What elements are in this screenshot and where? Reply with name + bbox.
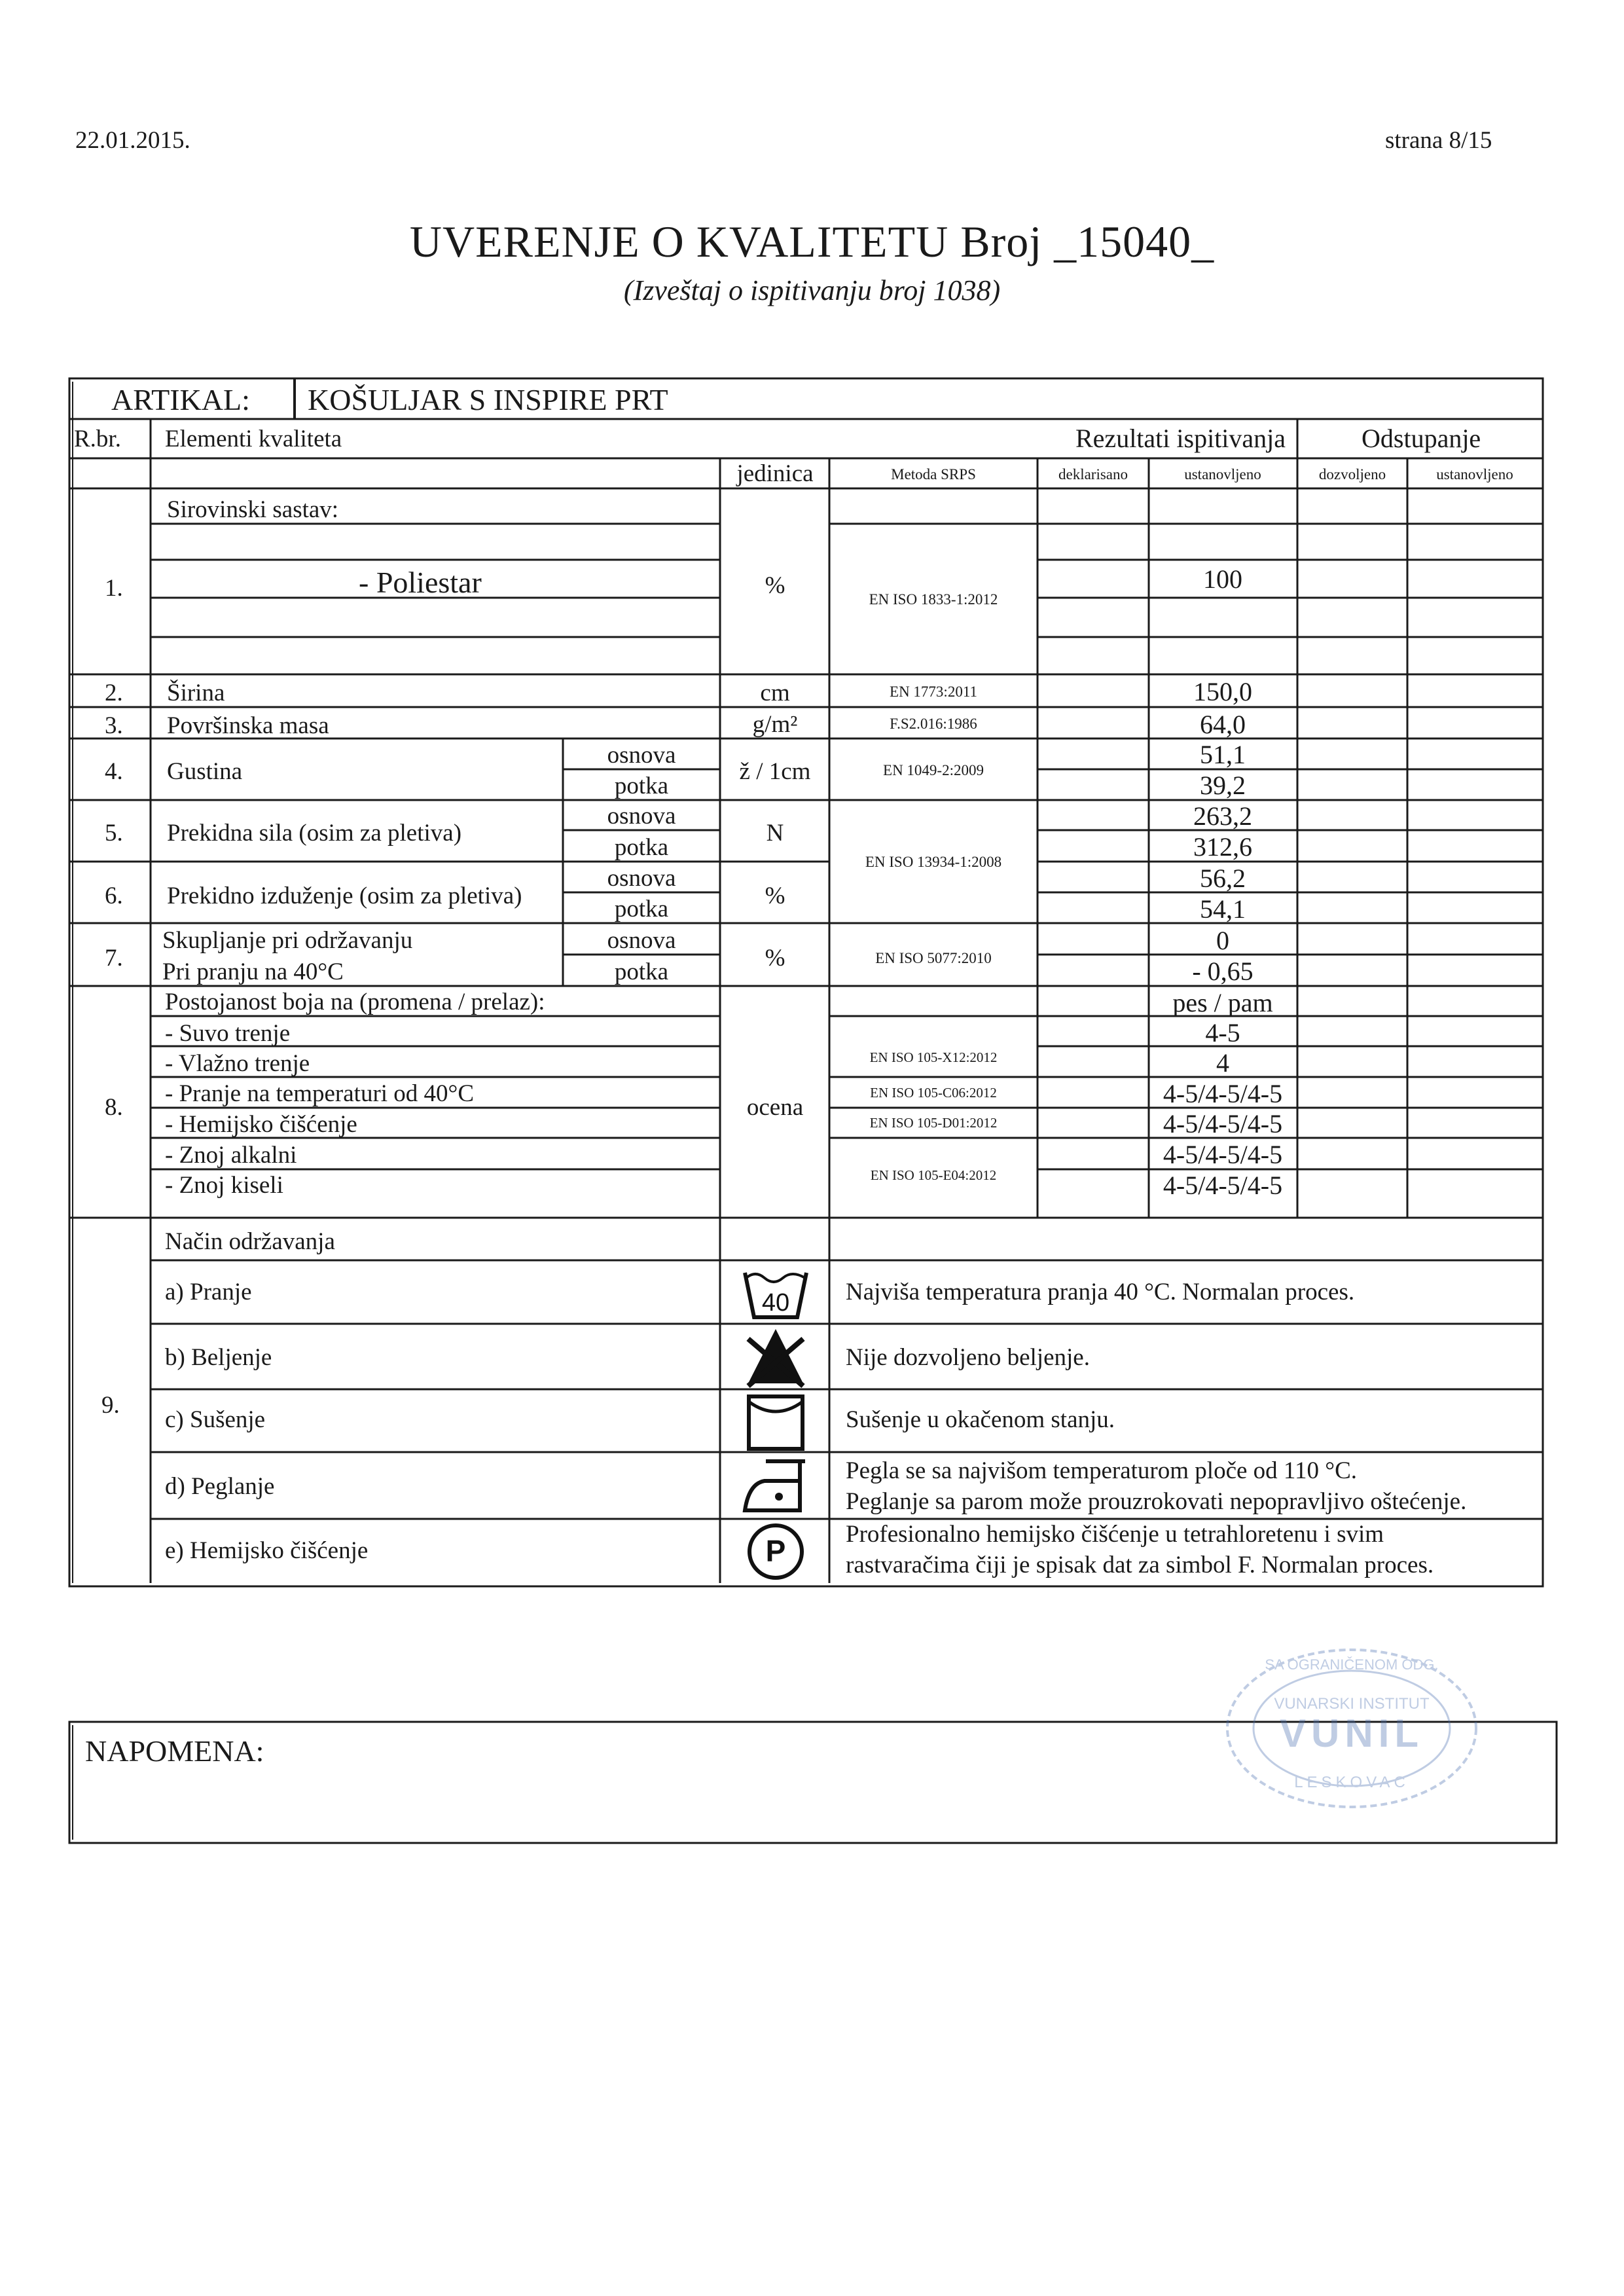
col-declared: deklarisano xyxy=(1058,466,1128,483)
col-allowed: dozvoljeno xyxy=(1318,466,1386,483)
row3-name: Površinska masa xyxy=(167,712,329,739)
col-method: Metoda SRPS xyxy=(891,466,976,483)
row3-number: 3. xyxy=(105,712,123,739)
care-iron-desc-line2: Peglanje sa parom može prouzrokovati nepopravljivo oštećenje. xyxy=(846,1488,1467,1515)
row9-number: 9. xyxy=(101,1392,120,1419)
row7-unit: % xyxy=(765,945,785,972)
row8-item-wet-rub: - Vlažno trenje xyxy=(165,1050,310,1077)
row6-number: 6. xyxy=(105,883,123,909)
row4-value-warp: 51,1 xyxy=(1200,740,1246,769)
row8-value-acid-sweat: 4-5/4-5/4-5 xyxy=(1163,1171,1283,1200)
col-deviation: Odstupanje xyxy=(1362,424,1481,453)
row1-item: - Poliestar xyxy=(359,566,482,599)
row8-item-dry-clean: - Hemijsko čišćenje xyxy=(165,1111,357,1138)
row5-sub-weft: potka xyxy=(614,834,669,861)
row4-method: EN 1049-2:2009 xyxy=(883,762,984,778)
row9-section: Način održavanja xyxy=(165,1228,335,1255)
row3-unit: g/m² xyxy=(752,711,798,738)
row7-value-weft: - 0,65 xyxy=(1192,957,1254,986)
wash-temperature: 40 xyxy=(761,1289,790,1317)
svg-text:SA OGRANIČENOM ODG.: SA OGRANIČENOM ODG. xyxy=(1265,1656,1439,1673)
row7-name-sub: Pri pranju na 40°C xyxy=(162,958,344,985)
iron-one-dot-icon xyxy=(740,1455,812,1517)
row8-value-dry-rub: 4-5 xyxy=(1205,1018,1240,1048)
document-date: 22.01.2015. xyxy=(75,127,190,154)
row6-value-weft: 54,1 xyxy=(1200,894,1246,924)
row8-item-dry-rub: - Suvo trenje xyxy=(165,1020,291,1047)
row8-header: pes / pam xyxy=(1172,988,1273,1017)
care-wash-label: a) Pranje xyxy=(165,1279,252,1305)
row1-value: 100 xyxy=(1203,564,1242,594)
care-wash-desc: Najviša temperatura pranja 40 °C. Normalan proces. xyxy=(846,1279,1355,1305)
row6-name: Prekidno izduženje (osim za pletiva) xyxy=(167,883,522,909)
article-value: KOŠULJAR S INSPIRE PRT xyxy=(308,383,668,416)
row7-name: Skupljanje pri održavanju xyxy=(162,927,413,954)
row6-unit: % xyxy=(765,883,785,909)
document-subtitle: (Izveštaj o ispitivanju broj 1038) xyxy=(623,274,1001,306)
row1-unit: % xyxy=(765,572,785,599)
row4-name: Gustina xyxy=(167,758,243,785)
col-unit: jedinica xyxy=(736,460,814,487)
row8-method-rub: EN ISO 105-X12:2012 xyxy=(869,1049,998,1065)
row8-method-wash: EN ISO 105-C06:2012 xyxy=(870,1085,997,1101)
row2-number: 2. xyxy=(105,680,123,706)
row8-unit: ocena xyxy=(746,1094,804,1121)
row8-value-washing: 4-5/4-5/4-5 xyxy=(1163,1079,1283,1108)
row7-value-warp: 0 xyxy=(1216,926,1229,955)
col-rbr: R.br. xyxy=(74,426,121,452)
row8-item-alkaline-sweat: - Znoj alkalni xyxy=(165,1142,297,1169)
dry-clean-letter: P xyxy=(765,1534,786,1568)
care-dry-label: c) Sušenje xyxy=(165,1406,266,1433)
row8-item-washing: - Pranje na temperaturi od 40°C xyxy=(165,1080,475,1107)
page-number: strana 8/15 xyxy=(1385,127,1492,154)
row5-6-method: EN ISO 13934-1:2008 xyxy=(865,854,1002,870)
col-elements: Elementi kvaliteta xyxy=(165,426,342,452)
row2-name: Širina xyxy=(167,680,225,706)
svg-text:VUNIL: VUNIL xyxy=(1280,1711,1424,1755)
row5-value-warp: 263,2 xyxy=(1193,801,1252,831)
svg-text:LESKOVAC: LESKOVAC xyxy=(1294,1774,1409,1791)
col-results: Rezultati ispitivanja xyxy=(1075,424,1286,453)
row4-unit: ž / 1cm xyxy=(739,758,811,785)
care-bleach-desc: Nije dozvoljeno beljenje. xyxy=(846,1344,1090,1371)
col-established: ustanovljeno xyxy=(1184,466,1261,483)
row6-value-warp: 56,2 xyxy=(1200,864,1246,893)
dry-clean-p-icon xyxy=(745,1521,807,1583)
row5-value-weft: 312,6 xyxy=(1193,832,1252,862)
row8-number: 8. xyxy=(105,1094,123,1121)
care-dry-desc: Sušenje u okačenom stanju. xyxy=(846,1406,1115,1433)
row5-name: Prekidna sila (osim za pletiva) xyxy=(167,820,462,847)
col-established-deviation: ustanovljeno xyxy=(1436,466,1513,483)
svg-text:VUNARSKI INSTITUT: VUNARSKI INSTITUT xyxy=(1274,1695,1430,1713)
row5-unit: N xyxy=(766,820,784,847)
row8-method-sweat: EN ISO 105-E04:2012 xyxy=(870,1167,997,1183)
care-dryclean-desc-line1: Profesionalno hemijsko čišćenje u tetrahloretenu i svim xyxy=(846,1521,1384,1548)
row8-item-acid-sweat: - Znoj kiseli xyxy=(165,1172,283,1199)
row7-method: EN ISO 5077:2010 xyxy=(875,950,992,966)
row8-value-wet-rub: 4 xyxy=(1216,1048,1229,1078)
line-dry-icon xyxy=(745,1393,807,1453)
row4-number: 4. xyxy=(105,758,123,785)
row1-method: EN ISO 1833-1:2012 xyxy=(869,591,998,608)
row2-method: EN 1773:2011 xyxy=(890,683,977,700)
row4-sub-warp: osnova xyxy=(607,742,676,769)
row8-method-dry-clean: EN ISO 105-D01:2012 xyxy=(869,1115,998,1131)
row5-number: 5. xyxy=(105,820,123,847)
care-bleach-label: b) Beljenje xyxy=(165,1344,272,1371)
row2-unit: cm xyxy=(760,680,790,706)
row7-sub-warp: osnova xyxy=(607,927,676,954)
row8-value-alkaline-sweat: 4-5/4-5/4-5 xyxy=(1163,1140,1283,1169)
row4-value-weft: 39,2 xyxy=(1200,771,1246,800)
row4-sub-weft: potka xyxy=(614,773,669,799)
note-label: NAPOMENA: xyxy=(85,1734,264,1768)
row1-number: 1. xyxy=(105,575,123,602)
row7-number: 7. xyxy=(105,945,123,972)
row7-sub-weft: potka xyxy=(614,958,669,985)
row3-method: F.S2.016:1986 xyxy=(890,716,977,732)
row8-section: Postojanost boja na (promena / prelaz): xyxy=(165,989,545,1015)
article-label: ARTIKAL: xyxy=(111,383,250,416)
row2-value: 150,0 xyxy=(1193,677,1252,706)
care-iron-desc-line1: Pegla se sa najvišom temperaturom ploče od 110 °C. xyxy=(846,1457,1358,1484)
institute-stamp xyxy=(1221,1637,1483,1820)
row5-sub-warp: osnova xyxy=(607,803,676,829)
care-dryclean-label: e) Hemijsko čišćenje xyxy=(165,1537,369,1564)
no-bleach-icon xyxy=(743,1326,808,1388)
document-title: UVERENJE O KVALITETU Broj _15040_ xyxy=(409,217,1215,266)
row6-sub-warp: osnova xyxy=(607,865,676,892)
row1-section: Sirovinski sastav: xyxy=(167,496,339,523)
care-dryclean-desc-line2: rastvaračima čiji je spisak dat za simbol F. Normalan proces. xyxy=(846,1552,1434,1578)
row8-value-dry-clean: 4-5/4-5/4-5 xyxy=(1163,1109,1283,1139)
care-iron-label: d) Peglanje xyxy=(165,1473,275,1500)
wash-40-icon xyxy=(740,1264,812,1322)
row6-sub-weft: potka xyxy=(614,896,669,922)
row3-value: 64,0 xyxy=(1200,710,1246,739)
